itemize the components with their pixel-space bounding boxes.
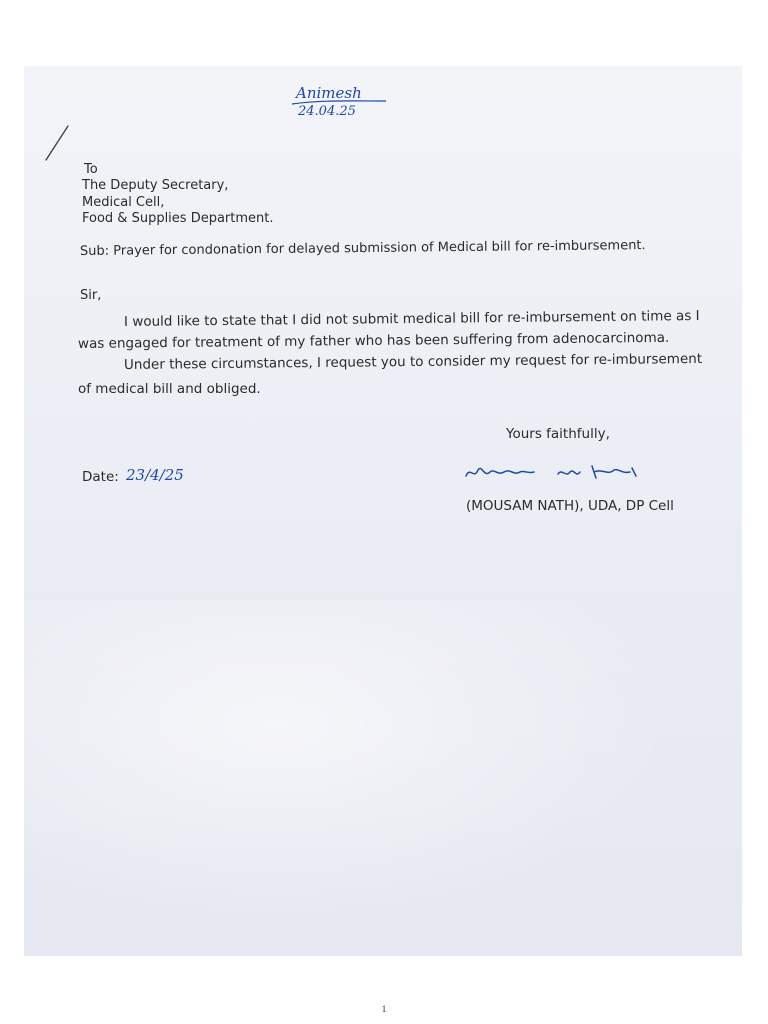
recipient-cell: Medical Cell, xyxy=(82,195,165,210)
date-value: 23/4/25 xyxy=(126,466,184,484)
subject-line: Sub: Prayer for condonation for delayed submission of Medical bill for re-imbursement. xyxy=(79,238,646,259)
body-paragraph-1-line-1: I would like to state that I did not submit medical bill for re-imbursement on time as I xyxy=(123,307,700,330)
signatory-name: (MOUSAM NATH), UDA, DP Cell xyxy=(466,498,674,514)
signature-image xyxy=(462,460,652,486)
annotation-name: Animesh xyxy=(296,84,362,102)
body-paragraph-2-line-2: of medical bill and obliged. xyxy=(78,381,261,397)
body-paragraph-2-line-1: Under these circumstances, I request you to consider my request for re-imbursement xyxy=(123,350,703,373)
date-label: Date: xyxy=(82,469,119,485)
body-paragraph-1-line-2: was engaged for treatment of my father who has been suffering from adenocarcinoma. xyxy=(77,329,670,352)
paper-shadow xyxy=(24,600,742,956)
salutation: Sir, xyxy=(80,288,102,303)
margin-tick-mark xyxy=(30,120,80,170)
page-number: 1 xyxy=(381,1004,387,1014)
recipient-to: To xyxy=(84,162,98,177)
annotation-date: 24.04.25 xyxy=(298,104,356,119)
recipient-title: The Deputy Secretary, xyxy=(82,178,229,193)
closing-phrase: Yours faithfully, xyxy=(506,426,610,442)
recipient-department: Food & Supplies Department. xyxy=(82,211,274,226)
